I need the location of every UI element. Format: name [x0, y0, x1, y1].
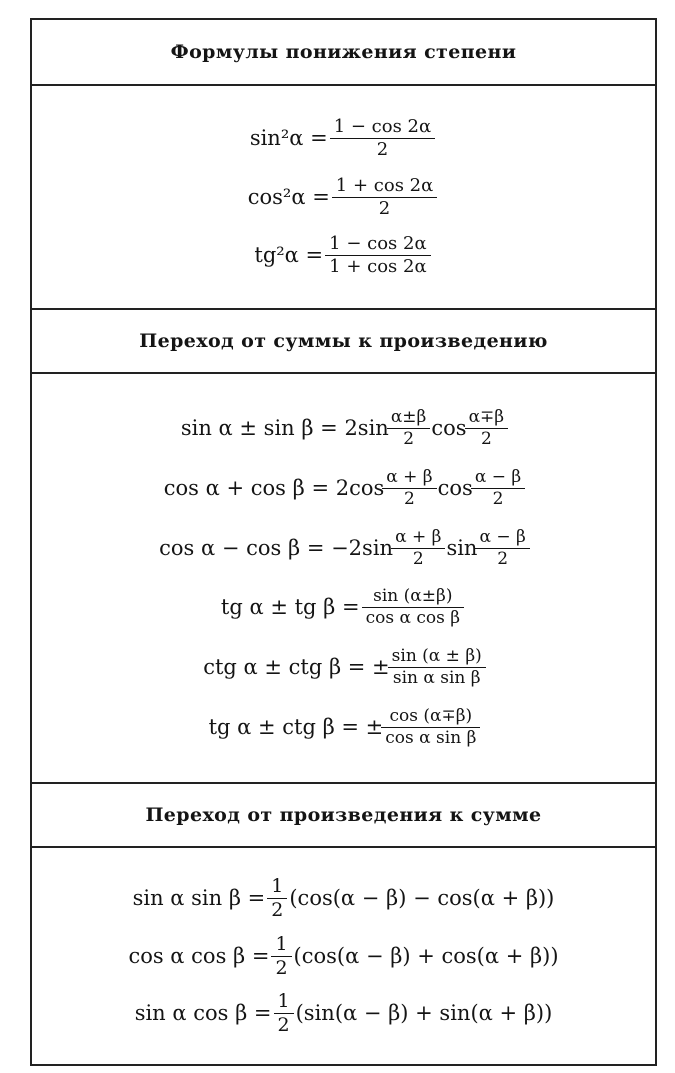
numerator: α + β: [395, 526, 442, 547]
formula-cos-difference: [159, 526, 528, 569]
fraction: [383, 708, 478, 747]
formula-lhs: cos α cos β =: [128, 943, 270, 968]
fraction: [384, 466, 434, 509]
denominator: 2: [471, 488, 525, 508]
formula-sin-squared: [249, 115, 437, 160]
fraction: [273, 932, 289, 979]
denominator: 2: [387, 428, 431, 448]
formula-lhs: cos α + cos β = 2cos: [163, 475, 385, 500]
denominator: 2: [391, 548, 445, 568]
formula-lhs: tg α ± ctg β = ±: [208, 715, 384, 740]
fraction: [334, 174, 435, 219]
formula-tg-squared: [254, 235, 432, 276]
numerator: α±β: [390, 406, 427, 427]
denominator: 2: [475, 548, 529, 568]
denominator: 1 + cos 2α: [325, 255, 430, 276]
formula-lhs: ctg α ± ctg β = ±: [203, 655, 390, 680]
numerator: 1 − cos 2α: [333, 115, 432, 137]
section-body-product-to-sum: [32, 848, 655, 1064]
section-body-sum-to-product: [32, 374, 655, 782]
denominator: 2: [330, 138, 435, 159]
formula-rhs: (cos(α − β) + cos(α + β)): [293, 943, 559, 968]
numerator: α − β: [479, 526, 526, 547]
formula-rhs: (sin(α − β) + sin(α + β)): [295, 1001, 553, 1026]
denominator: 2: [382, 488, 436, 508]
denominator: 2: [465, 428, 509, 448]
denominator: 2: [271, 956, 291, 978]
numerator: cos (α∓β): [389, 706, 473, 727]
section-title: Формулы понижения степени: [170, 41, 517, 63]
section-body-power-reduction: [32, 86, 655, 308]
section-title: Переход от суммы к произведению: [139, 330, 548, 352]
fraction: [276, 992, 292, 1035]
formula-sin-sum: [180, 406, 506, 449]
formula-tg-sum: [221, 588, 466, 627]
formula-lhs: cos²α =: [247, 184, 330, 209]
formula-cos-sum: [163, 466, 523, 509]
numerator: 1 + cos 2α: [335, 174, 434, 196]
formula-table: [30, 18, 657, 1066]
numerator: 1: [271, 874, 284, 897]
numerator: 1 − cos 2α: [329, 233, 427, 255]
formula-mid: cos: [431, 415, 467, 440]
formula-mid: sin: [446, 535, 478, 560]
numerator: α + β: [386, 466, 433, 487]
denominator: cos α cos β: [362, 607, 464, 627]
numerator: 1: [277, 990, 290, 1013]
numerator: sin (α ± β): [391, 646, 482, 667]
fraction: [393, 526, 443, 569]
formula-sin-cos-product: [135, 992, 553, 1035]
formula-lhs: sin α cos β =: [134, 1001, 272, 1026]
formula-lhs: cos α − cos β = −2sin: [159, 535, 394, 560]
denominator: 2: [267, 898, 287, 920]
formula-ctg-sum: [203, 648, 484, 687]
numerator: α∓β: [468, 406, 505, 427]
fraction: [327, 235, 428, 276]
formula-rhs: (cos(α − β) − cos(α + β)): [289, 885, 555, 910]
numerator: sin (α±β): [373, 586, 453, 607]
denominator: sin α sin β: [388, 667, 486, 687]
numerator: 1: [275, 932, 288, 955]
section-header-power-reduction: [32, 20, 655, 84]
denominator: 2: [332, 197, 437, 218]
section-header-product-to-sum: [32, 784, 655, 846]
formula-sin-sin-product: [132, 874, 555, 921]
fraction: [332, 115, 433, 160]
fraction: [390, 648, 484, 687]
formula-lhs: tg α ± tg β =: [220, 595, 360, 620]
formula-mid: cos: [437, 475, 473, 500]
section-title: Переход от произведения к сумме: [145, 804, 542, 826]
formula-lhs: tg²α =: [254, 243, 324, 268]
formula-tg-ctg-sum: [209, 708, 479, 747]
fraction: [269, 874, 285, 921]
section-header-sum-to-product: [32, 310, 655, 372]
formula-cos-squared: [247, 174, 440, 219]
fraction: [473, 466, 523, 509]
fraction: [467, 406, 507, 449]
denominator: cos α sin β: [381, 727, 480, 747]
formula-cos-cos-product: [128, 932, 559, 979]
numerator: α − β: [474, 466, 522, 487]
fraction: [477, 526, 527, 569]
fraction: [389, 406, 429, 449]
formula-lhs: sin α ± sin β = 2sin: [180, 415, 389, 440]
denominator: 2: [274, 1013, 294, 1035]
formula-lhs: sin²α =: [249, 125, 328, 150]
fraction: [364, 588, 462, 627]
formula-lhs: sin α sin β =: [132, 885, 266, 910]
